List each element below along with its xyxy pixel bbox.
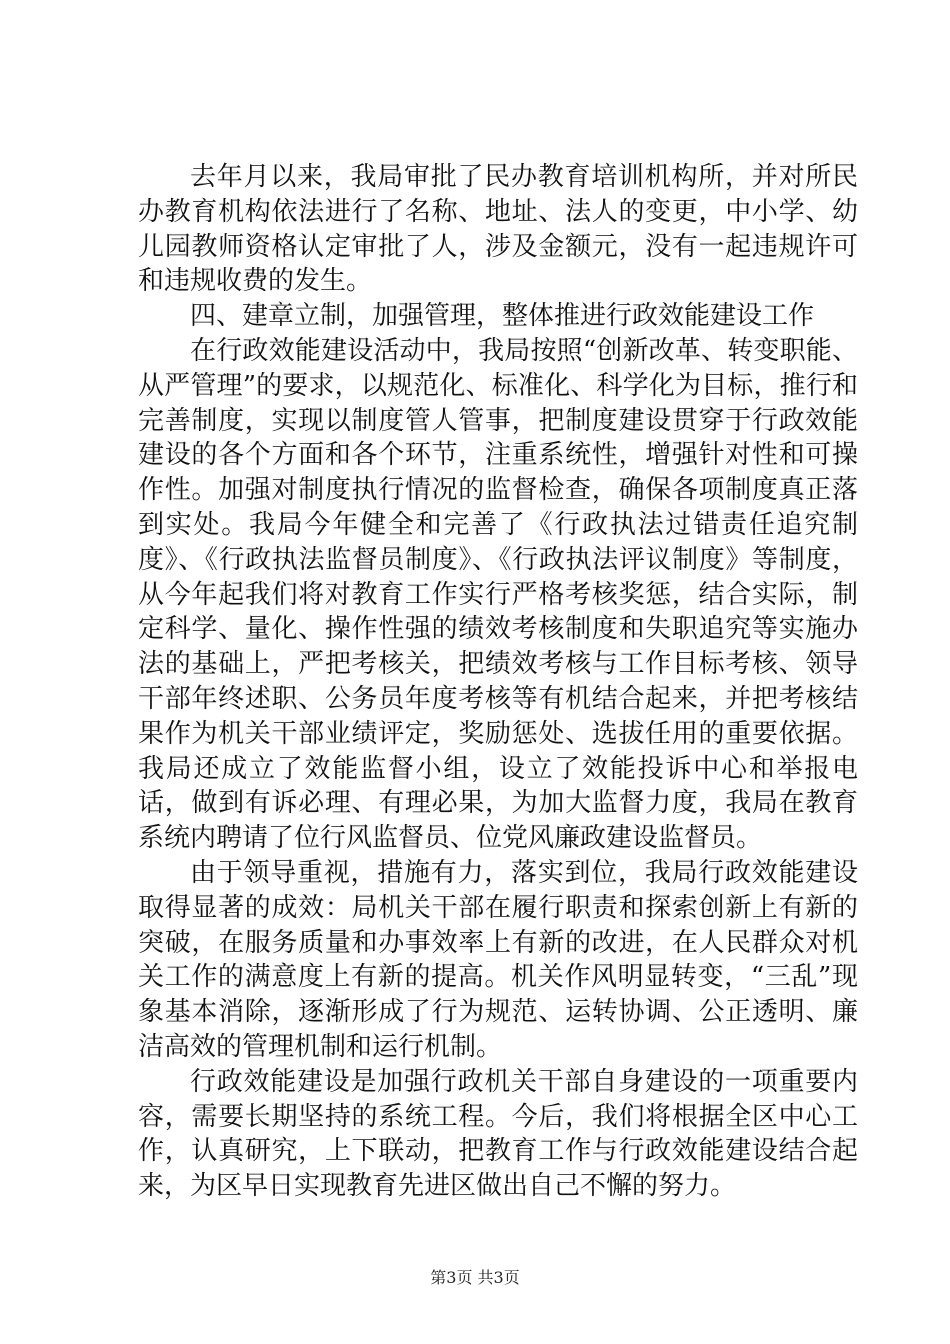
paragraph-conclusion: 行政效能建设是加强行政机关干部自身建设的一项重要内容，需要长期坚持的系统工程。今后，我们将根据全区中心工作，认真研究，上下联动，把教育工作与行政效能建设结合起来，为区早日实现教育先进区做出自己不懈的努力。	[138, 1066, 858, 1202]
paragraph-system-building: 在行政效能建设活动中，我局按照“创新改革、转变职能、从严管理”的要求，以规范化、标准化、科学化为目标，推行和完善制度，实现以制度管人管事，把制度建设贯穿于行政效能建设的各个方面和各个环节，注重系统性，增强针对性和可操作性。加强对制度执行情况的监督检查，确保各项制度真正落到实处。我局今年健全和完善了《行政执法过错责任追究制度》、《行政执法监督员制度》、《行政执法评议制度》等制度，从今年起我们将对教育工作实行严格考核奖惩，结合实际，制定科学、量化、操作性强的绩效考核制度和失职追究等实施办法的基础上，严把考核关，把绩效考核与工作目标考核、领导干部年终述职、公务员年度考核等有机结合起来，并把考核结果作为机关干部业绩评定，奖励惩处、选拔任用的重要依据。我局还成立了效能监督小组，设立了效能投诉中心和举报电话，做到有诉必理、有理必果，为加大监督力度，我局在教育系统内聘请了位行风监督员、位党风廉政建设监督员。	[138, 335, 858, 854]
page-number-footer: 第3页 共3页	[430, 1268, 520, 1287]
section-heading: 四、建章立制，加强管理，整体推进行政效能建设工作	[190, 301, 815, 332]
document-body	[138, 160, 858, 1204]
paragraph-results: 由于领导重视，措施有力，落实到位，我局行政效能建设取得显著的成效：局机关干部在履行职责和探索创新上有新的突破，在服务质量和办事效率上有新的改进，在人民群众对机关工作的满意度上有新的提高。机关作风明显转变，“三乱”现象基本消除，逐渐形成了行为规范、运转协调、公正透明、廉洁高效的管理机制和运行机制。	[138, 857, 858, 1062]
paragraph-licensing-summary: 去年月以来，我局审批了民办教育培训机构所，并对所民办教育机构依法进行了名称、地址、法人的变更，中小学、幼儿园教师资格认定审批了人，涉及金额元，没有一起违规许可和违规收费的发生。	[138, 162, 858, 297]
